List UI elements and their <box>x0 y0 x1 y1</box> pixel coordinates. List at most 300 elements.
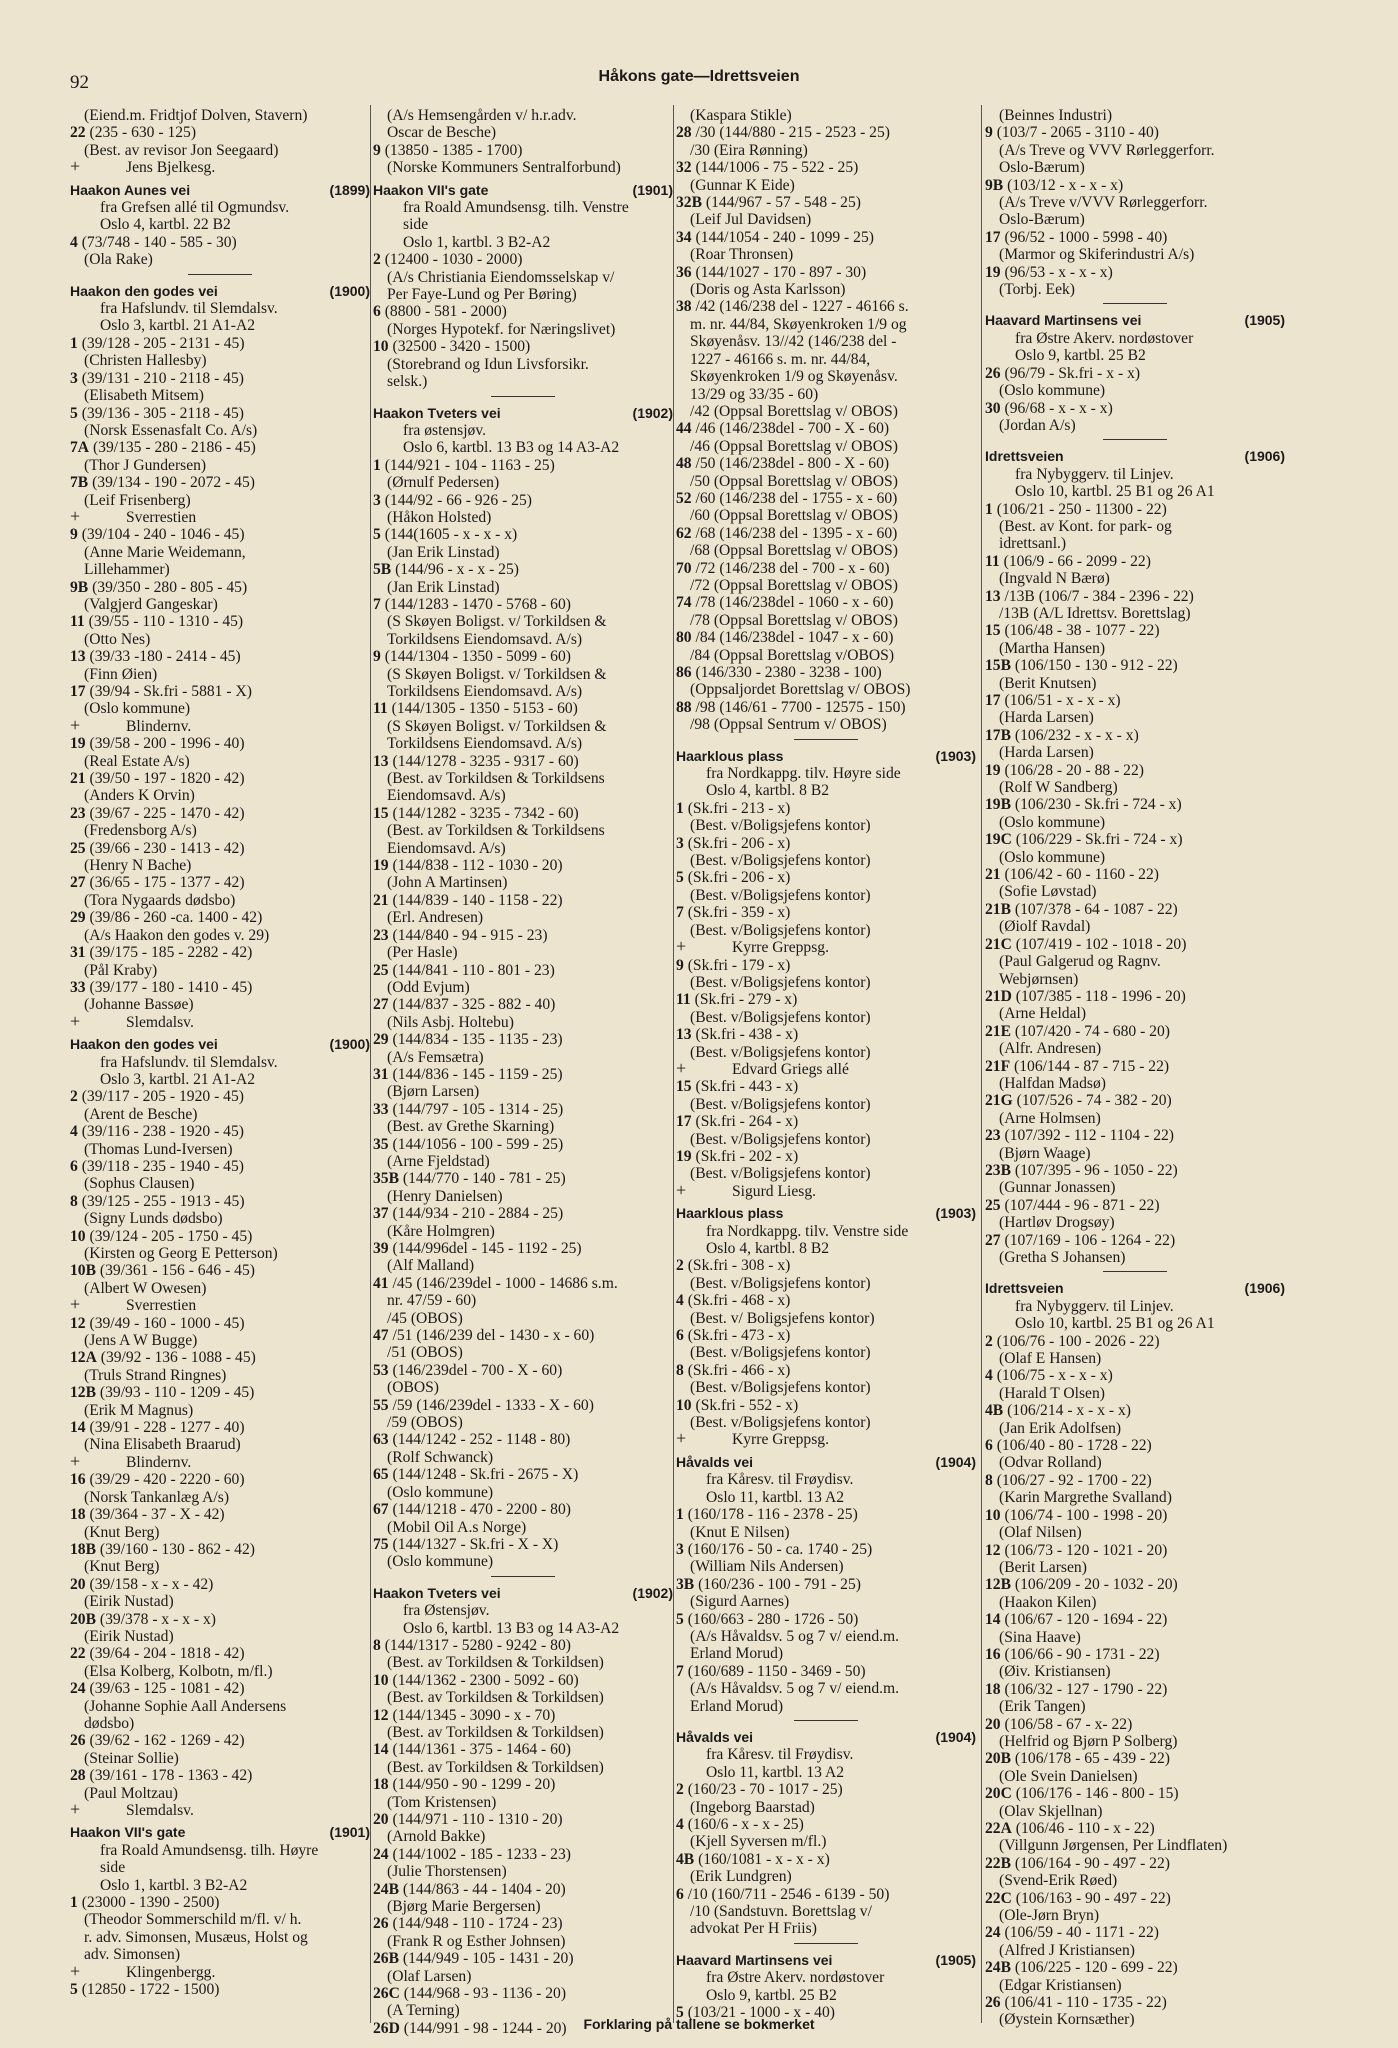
owner-line: (A/s Femsætra) <box>387 1048 484 1066</box>
property-entry <box>985 1023 1285 1040</box>
property-data: (39/128 - 205 - 2131 - 45) <box>81 334 245 352</box>
property-entry <box>373 1275 673 1292</box>
owner-line: (Best. av Kont. for park- og <box>999 517 1172 535</box>
house-number: 15 <box>676 1078 692 1096</box>
house-number: 25 <box>373 961 389 979</box>
owner-line: (Kaspara Stikle) <box>690 107 792 124</box>
owner-line: (Eirik Nustad) <box>84 1627 174 1645</box>
house-number: 33 <box>70 978 86 996</box>
property-data: (39/378 - x - x - x) <box>99 1610 216 1628</box>
property-entry <box>70 735 370 752</box>
house-number: 22 <box>70 1645 86 1663</box>
house-number: 29 <box>373 1031 389 1049</box>
property-entry <box>70 474 370 491</box>
house-number: 55 <box>373 1396 389 1414</box>
property-entry <box>70 1506 370 1523</box>
property-data: (39/63 - 125 - 1081 - 42) <box>89 1680 245 1698</box>
property-data: (144/1361 - 375 - 1464 - 60) <box>392 1741 571 1759</box>
property-entry <box>985 1092 1285 1109</box>
house-number: 19 <box>373 857 389 875</box>
property-data: (39/33 -180 - 2414 - 45) <box>89 648 241 666</box>
owner-line: (Ole-Jørn Bryn) <box>999 1907 1100 1925</box>
owner-line: (Eiend.m. Fridtjof Dolven, Stavern) <box>84 107 308 124</box>
owner-line: (Alfr. Andresen) <box>999 1040 1102 1058</box>
property-data: /60 (146/238 del - 1755 - x - 60) <box>695 489 898 507</box>
house-number: 14 <box>985 1611 1001 1629</box>
house-number: 13 <box>985 587 1001 605</box>
house-number: 10 <box>373 338 389 356</box>
property-entry <box>676 229 976 246</box>
owner-line: (Olaf E Hansen) <box>999 1350 1102 1368</box>
house-number: 6 <box>985 1437 993 1455</box>
house-number: 5 <box>70 1981 78 1999</box>
property-data: (106/51 - x - x - x) <box>1004 692 1121 709</box>
house-number: 16 <box>985 1645 1001 1663</box>
owner-line: (Best. av Torkildsen & Torkildsen) <box>387 1689 604 1707</box>
property-entry <box>985 124 1285 141</box>
street-description: fra Nybyggerv. til Linjev. <box>1015 465 1174 483</box>
owner-line: Eiendomsavd. A/s) <box>387 839 506 857</box>
house-number: 22B <box>985 1854 1011 1872</box>
house-number: 31 <box>373 1065 389 1083</box>
owner-line: Oscar de Besche) <box>387 124 497 142</box>
property-data: (144/948 - 110 - 1724 - 23) <box>392 1915 563 1933</box>
owner-line: dødsbo) <box>84 1714 135 1732</box>
street-description: Oslo 1, kartbl. 3 B2-A2 <box>403 233 551 251</box>
street-number: (1903) <box>935 1205 976 1222</box>
property-data: (39/125 - 255 - 1913 - 45) <box>81 1192 245 1210</box>
owner-line: (Henry Danielsen) <box>387 1187 503 1205</box>
property-data: (106/67 - 120 - 1694 - 22) <box>1004 1611 1168 1629</box>
property-data: (39/94 - Sk.fri - 5881 - X) <box>89 683 252 700</box>
property-entry <box>373 303 673 320</box>
property-entry <box>70 683 370 700</box>
house-number: 9 <box>985 124 993 142</box>
house-number: 13 <box>373 752 389 770</box>
property-entry <box>373 1915 673 1932</box>
property-data: (106/163 - 90 - 497 - 22) <box>1015 1889 1171 1907</box>
cross-street-name: Klingenbergg. <box>126 1963 216 1981</box>
property-data: (106/27 - 92 - 1700 - 22) <box>996 1471 1152 1489</box>
house-number: 1 <box>70 1894 78 1912</box>
owner-line: (Elisabeth Mitsem) <box>84 387 204 405</box>
house-number: 33 <box>373 1100 389 1118</box>
house-number: 12 <box>373 1706 389 1724</box>
house-number: 23 <box>985 1127 1001 1145</box>
house-number: 32B <box>676 194 702 212</box>
house-number: 21 <box>985 866 1001 884</box>
street-heading <box>373 182 673 199</box>
property-entry <box>373 1136 673 1153</box>
owner-line: Oslo-Bærum) <box>999 211 1085 229</box>
property-data: /78 (146/238del - 1060 - x - 60) <box>695 594 894 612</box>
owner-line: (Leif Frisenberg) <box>84 491 191 509</box>
house-number: 24 <box>985 1924 1001 1942</box>
property-entry <box>676 1576 976 1593</box>
house-number: 62 <box>676 524 692 542</box>
owner-line: (Sophus Clausen) <box>84 1175 195 1193</box>
owner-line: (Arent de Besche) <box>84 1105 198 1123</box>
owner-line: (Harda Larsen) <box>999 709 1094 727</box>
owner-line: (Oslo kommune) <box>999 382 1106 400</box>
property-entry <box>985 1507 1285 1524</box>
owner-line: 13/29 og 33/35 - 60) <box>690 385 819 403</box>
owner-line: (Theodor Sommerschild m/fl. v/ h. <box>84 1911 302 1929</box>
owner-line: (Sofie Løvstad) <box>999 883 1097 901</box>
street-heading <box>676 1952 976 1969</box>
property-data: (144/1006 - 75 - 522 - 25) <box>695 159 859 177</box>
street-description: fra Nordkappg. tilv. Høyre side <box>706 765 901 783</box>
property-data: (144/996del - 145 - 1192 - 25) <box>392 1240 582 1257</box>
property-entry <box>676 124 976 141</box>
owner-line: (Bjørn Waage) <box>999 1144 1091 1162</box>
house-number: 25 <box>70 839 86 857</box>
property-data: (39/161 - 178 - 1363 - 42) <box>89 1767 253 1785</box>
house-number: 52 <box>676 489 692 507</box>
property-entry <box>373 927 673 944</box>
owner-line: /59 (OBOS) <box>387 1414 463 1432</box>
property-entry <box>373 1672 673 1689</box>
house-number: 19B <box>985 796 1011 814</box>
property-data: /98 (146/61 - 7700 - 12575 - 150) <box>695 698 906 716</box>
property-entry <box>373 648 673 665</box>
owner-line: (Steinar Sollie) <box>84 1749 179 1767</box>
property-entry <box>373 1066 673 1083</box>
owner-line: (Signy Lunds dødsbo) <box>84 1210 223 1228</box>
property-entry <box>676 1851 976 1868</box>
house-number: 24 <box>70 1680 86 1698</box>
property-data: (144/841 - 110 - 801 - 23) <box>392 961 555 979</box>
property-entry <box>985 1750 1285 1767</box>
property-data: (39/93 - 110 - 1209 - 45) <box>99 1384 255 1402</box>
house-number: 53 <box>373 1361 389 1379</box>
crossing-icon: + <box>676 1431 687 1449</box>
property-entry <box>373 1950 673 1967</box>
property-entry <box>676 1663 976 1680</box>
owner-line: Erland Morud) <box>690 1645 784 1663</box>
house-number: 22C <box>985 1889 1012 1907</box>
owner-line: (Roar Thronsen) <box>690 246 794 264</box>
crossing-icon: + <box>70 1013 81 1031</box>
property-entry <box>373 251 673 268</box>
owner-line: (Rolf Schwanck) <box>387 1448 494 1466</box>
street-name: Haakon Tveters vei <box>373 404 501 421</box>
property-entry <box>70 1541 370 1558</box>
cross-street-name: Sigurd Liesg. <box>732 1182 817 1200</box>
owner-line: (Johanne Sophie Aall Andersens <box>84 1697 287 1715</box>
street-description: fra Kåresv. til Frøydisv. <box>706 1746 854 1764</box>
property-data: (39/29 - 420 - 2220 - 60) <box>89 1471 245 1489</box>
owner-line: (Berit Larsen) <box>999 1558 1087 1576</box>
property-entry <box>373 1397 673 1414</box>
house-number: 39 <box>373 1240 389 1257</box>
property-data: (106/41 - 110 - 1735 - 22) <box>1004 1994 1167 2012</box>
owner-line: idrettsanl.) <box>999 535 1067 553</box>
property-entry <box>70 1894 370 1911</box>
house-number: 2 <box>70 1088 78 1106</box>
owner-line: (Jan Erik Linstad) <box>387 543 500 561</box>
property-data: (106/144 - 87 - 715 - 22) <box>1014 1057 1170 1075</box>
cross-street <box>70 1454 370 1471</box>
owner-line: /98 (Oppsal Sentrum v/ OBOS) <box>690 716 887 734</box>
property-entry <box>676 800 976 817</box>
property-entry <box>70 1315 370 1332</box>
street-description: fra Kåresv. til Frøydisv. <box>706 1471 854 1489</box>
house-number: 5 <box>373 526 381 544</box>
owner-line: (Kjell Syversen m/fl.) <box>690 1833 827 1851</box>
property-entry <box>676 1506 976 1523</box>
property-entry <box>70 439 370 456</box>
property-entry <box>70 1193 370 1210</box>
property-data: (144/92 - 66 - 926 - 25) <box>384 491 532 509</box>
street-name: Haavard Martinsens vei <box>985 312 1142 329</box>
house-number: 15B <box>985 657 1011 675</box>
property-entry <box>676 1541 976 1558</box>
street-description: fra Hafslundv. til Slemdalsv. <box>100 1053 278 1071</box>
house-number: 18 <box>985 1680 1001 1698</box>
owner-line: (Best. v/ Boligsjefens kontor) <box>690 1309 875 1327</box>
property-data: (144/921 - 104 - 1163 - 25) <box>384 456 555 474</box>
property-entry <box>985 1681 1285 1698</box>
house-number: 32 <box>676 159 692 177</box>
owner-line: (Truls Strand Ringnes) <box>84 1366 227 1384</box>
owner-line: (OBOS) <box>387 1379 439 1397</box>
property-entry <box>373 753 673 770</box>
house-number: 17 <box>676 1113 692 1131</box>
property-data: (144/1317 - 5280 - 9242 - 80) <box>384 1636 571 1654</box>
owner-line: (Norsk Tankanlæg A/s) <box>84 1488 230 1506</box>
property-entry <box>985 796 1285 813</box>
house-number: 21 <box>70 770 86 788</box>
property-data: (103/21 - 1000 - x - 40) <box>687 2004 835 2022</box>
property-data: (106/73 - 120 - 1021 - 20) <box>1004 1541 1168 1559</box>
cross-street <box>70 1297 370 1314</box>
property-data: (106/176 - 146 - 800 - 15) <box>1015 1785 1179 1803</box>
property-data: (107/526 - 74 - 382 - 20) <box>1016 1092 1172 1110</box>
property-data: (106/214 - x - x - x) <box>1007 1402 1131 1420</box>
house-number: 74 <box>676 594 692 612</box>
owner-line: (Paul Moltzau) <box>84 1784 178 1802</box>
owner-line: (A/s Christiania Eiendomsselskap v/ <box>387 268 615 286</box>
house-number: 20B <box>70 1610 96 1628</box>
house-number: 7B <box>70 474 89 492</box>
house-number: 4B <box>676 1850 695 1868</box>
property-entry <box>70 1471 370 1488</box>
owner-line: (Best. av revisor Jon Seegaard) <box>84 141 279 159</box>
property-entry <box>676 525 976 542</box>
property-data: (107/420 - 74 - 680 - 20) <box>1014 1022 1170 1040</box>
property-entry <box>373 596 673 613</box>
street-heading <box>985 1280 1285 1297</box>
house-number: 75 <box>373 1535 389 1553</box>
property-data: (96/52 - 1000 - 5998 - 40) <box>1004 228 1168 246</box>
owner-line: Torkildsens Eiendomsavd. A/s) <box>387 630 583 648</box>
property-entry <box>985 1611 1285 1628</box>
house-number: 4 <box>70 1123 78 1141</box>
owner-line: Lillehammer) <box>84 561 170 579</box>
property-data: (Sk.fri - 468 - x) <box>687 1292 791 1310</box>
owner-line: (A/s Treve og VVV Rørleggerforr. <box>999 141 1215 159</box>
crossing-icon: + <box>70 1453 81 1471</box>
house-number: 9 <box>70 526 78 544</box>
owner-line: nr. 47/59 - 60) <box>387 1292 477 1310</box>
property-entry <box>373 338 673 355</box>
property-entry <box>676 664 976 681</box>
house-number: 29 <box>70 909 86 927</box>
property-entry <box>373 1101 673 1118</box>
house-number: 8 <box>70 1192 78 1210</box>
owner-line: /68 (Oppsal Borettslag v/ OBOS) <box>690 542 898 560</box>
street-name: Haavard Martinsens vei <box>676 1951 833 1968</box>
house-number: 21E <box>985 1022 1011 1040</box>
owner-line: (Ola Rake) <box>84 251 153 269</box>
street-heading <box>373 1585 673 1602</box>
section-rule <box>794 739 858 740</box>
property-data: (144/1283 - 1470 - 5768 - 60) <box>384 595 571 613</box>
property-data: /51 (146/239 del - 1430 - x - 60) <box>392 1327 595 1345</box>
street-description: fra Grefsen allé til Ogmundsv. <box>100 199 290 217</box>
owner-line: (Fredensborg A/s) <box>84 822 197 840</box>
owner-line: (Odd Evjum) <box>387 978 470 996</box>
property-entry <box>70 234 370 251</box>
property-data: (160/23 - 70 - 1017 - 25) <box>687 1781 843 1799</box>
crossing-icon: + <box>70 1802 81 1819</box>
property-entry <box>70 1576 370 1593</box>
property-entry <box>985 1890 1285 1907</box>
house-number: 11 <box>985 552 1000 570</box>
owner-line: Erland Morud) <box>690 1697 784 1715</box>
property-data: (106/46 - 110 - x - 22) <box>1015 1820 1155 1837</box>
house-number: 28 <box>676 124 692 142</box>
property-data: (144/991 - 98 - 1244 - 20) <box>403 2019 567 2037</box>
property-entry <box>70 124 370 141</box>
street-description: Oslo 10, kartbl. 25 B1 og 26 A1 <box>1015 1315 1215 1333</box>
house-number: 8 <box>676 1361 684 1379</box>
owner-line: (Øiolf Ravdal) <box>999 918 1091 936</box>
property-entry <box>985 1994 1285 2011</box>
property-data: (144/840 - 94 - 915 - 23) <box>392 926 548 944</box>
owner-line: Per Faye-Lund og Per Børing) <box>387 286 577 304</box>
house-number: 20 <box>985 1715 1001 1733</box>
owner-line: (Oslo kommune) <box>999 848 1106 866</box>
street-number: (1900) <box>329 282 370 299</box>
property-data: /13B (106/7 - 384 - 2396 - 22) <box>1004 587 1194 605</box>
property-data: (Sk.fri - 179 - x) <box>687 956 791 974</box>
property-data: (146/330 - 2380 - 3238 - 100) <box>695 664 882 681</box>
property-data: (96/79 - Sk.fri - x - x) <box>1004 364 1141 382</box>
house-number: 1 <box>985 500 993 518</box>
property-entry <box>70 1680 370 1697</box>
house-number: 15 <box>373 804 389 822</box>
property-entry <box>373 457 673 474</box>
house-number: 3B <box>676 1575 695 1593</box>
owner-line: (Norges Hypotekf. for Næringslivet) <box>387 320 616 338</box>
street-description: Oslo 9, kartbl. 25 B2 <box>706 1986 837 2004</box>
street-description: fra Nordkappg. tilv. Venstre side <box>706 1222 909 1240</box>
property-entry <box>70 579 370 596</box>
owner-line: selsk.) <box>387 373 428 391</box>
house-number: 14 <box>70 1419 86 1437</box>
owner-line: (Arnold Bakke) <box>387 1828 486 1846</box>
house-number: 9B <box>985 176 1004 194</box>
property-entry <box>70 909 370 926</box>
owner-line: (Leif Jul Davidsen) <box>690 211 812 229</box>
crossing-icon: + <box>70 159 81 177</box>
street-name: Idrettsveien <box>985 448 1064 465</box>
property-data: (160/689 - 1150 - 3469 - 50) <box>687 1662 866 1680</box>
cross-street <box>676 1431 976 1448</box>
property-data: (Sk.fri - 264 - x) <box>695 1113 799 1131</box>
property-data: (144/834 - 135 - 1135 - 23) <box>392 1031 563 1049</box>
property-data: (39/67 - 225 - 1470 - 42) <box>89 804 245 822</box>
property-entry <box>70 874 370 891</box>
house-number: 38 <box>676 298 692 316</box>
property-data: (96/53 - x - x - x) <box>1004 263 1113 281</box>
house-number: 26 <box>985 1994 1001 2012</box>
owner-line: /84 (Oppsal Borettslag v/OBOS) <box>690 646 895 664</box>
owner-line: (Villgunn Jørgensen, Per Lindflaten) <box>999 1837 1228 1855</box>
house-number: 19C <box>985 831 1012 849</box>
owner-line: Torkildsens Eiendomsavd. A/s) <box>387 735 583 753</box>
cross-street-name: Blindernv. <box>126 1453 192 1471</box>
property-entry <box>985 1232 1285 1249</box>
house-number: 9 <box>676 956 684 974</box>
house-number: 31 <box>70 944 86 962</box>
property-entry <box>70 1384 370 1401</box>
owner-line: (Best. av Torkildsen & Torkildsens <box>387 822 605 840</box>
owner-line: (Finn Øien) <box>84 665 158 683</box>
street-number: (1903) <box>935 747 976 764</box>
house-number: 6 <box>676 1885 684 1903</box>
property-entry <box>70 335 370 352</box>
house-number: 21B <box>985 900 1011 918</box>
cross-street <box>70 1802 370 1819</box>
street-number: (1902) <box>632 1584 673 1601</box>
owner-line: (A/s Hemsengården v/ h.r.adv. <box>387 107 577 124</box>
owner-line: (Odvar Rolland) <box>999 1454 1102 1472</box>
property-data: (106/164 - 90 - 497 - 22) <box>1014 1854 1170 1872</box>
house-number: 1 <box>676 799 684 817</box>
property-entry <box>676 159 976 176</box>
property-entry <box>676 1026 976 1043</box>
owner-line: Eiendomsavd. A/s) <box>387 787 506 805</box>
house-number: 63 <box>373 1431 389 1449</box>
house-number: 27 <box>985 1231 1001 1249</box>
street-name: Haakon Tveters vei <box>373 1584 501 1601</box>
street-number: (1901) <box>632 181 673 198</box>
owner-line: (Ingvald N Bærø) <box>999 570 1110 588</box>
street-name: Haarklous plass <box>676 1205 784 1222</box>
property-entry <box>373 1881 673 1898</box>
property-data: (39/175 - 185 - 2282 - 42) <box>89 944 253 962</box>
property-entry <box>676 957 976 974</box>
property-entry <box>985 936 1285 953</box>
property-data: (106/75 - x - x - x) <box>996 1367 1113 1385</box>
property-entry <box>373 857 673 874</box>
house-number: 21 <box>373 891 389 909</box>
house-number: 18 <box>373 1776 389 1794</box>
property-data: (12400 - 1030 - 2000) <box>384 251 523 269</box>
cross-street <box>70 718 370 735</box>
street-name: Håvalds vei <box>676 1728 754 1745</box>
cross-street <box>70 1964 370 1981</box>
cross-street-name: Sverrestien <box>126 508 197 526</box>
house-number: 24B <box>985 1959 1011 1977</box>
street-description: fra Hafslundv. til Slemdalsv. <box>100 300 278 318</box>
house-number: 2 <box>676 1781 684 1799</box>
property-data: (106/42 - 60 - 1160 - 22) <box>1004 866 1159 884</box>
property-entry <box>985 901 1285 918</box>
